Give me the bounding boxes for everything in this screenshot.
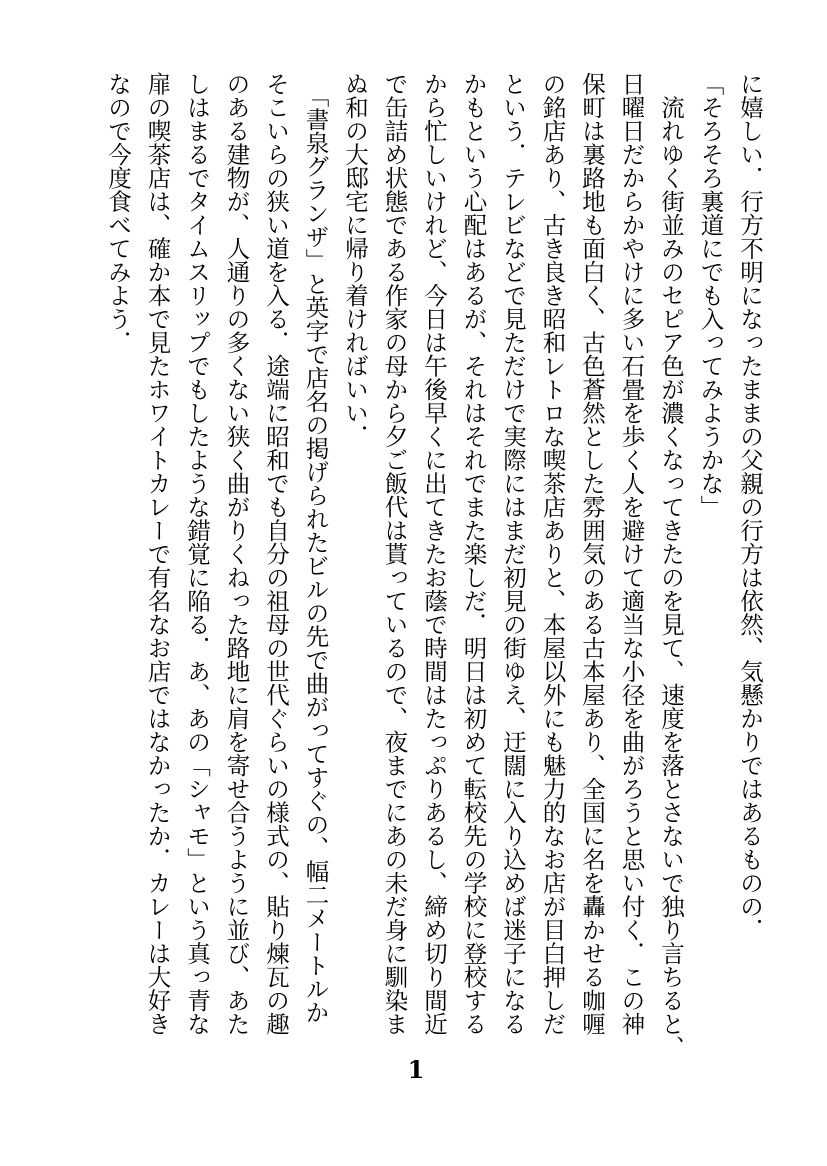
text-line-17: なので今度食べてみよう．: [104, 72, 132, 354]
text-line-11: ぬ和の大邸宅に帰り着ければいい．: [341, 72, 369, 448]
text-line-3: 流れゆく街並みのセピア色が濃くなってきたのを見て、速度を落とさないで独り言ちると、: [657, 72, 685, 1059]
text-line-4: 日曜日だからかやけに多い石畳を歩く人を避けて適当な小径を曲がろうと思い付く．この神: [617, 72, 646, 1036]
text-line-1: に嬉しい．行方不明になったままの父親の行方は依然、気懸かりではあるものの．: [736, 72, 764, 942]
text-line-14: のある建物が、人通りの多くない狭く曲がりくねった路地に肩を寄せ合うように並び、あた: [222, 72, 251, 1036]
text-line-8: かもという心配はあるが、それはそれでまた楽しだ．明日は初めて転校先の学校に登校する: [459, 72, 488, 1036]
text-line-9: から忙しいけれど、今日は午後早くに出てきたお蔭で時間はたっぷりあるし、締め切り間近: [420, 72, 448, 1036]
text-line-2: 「そろそろ裏道にでも入ってみようかな」: [696, 72, 725, 519]
text-line-5: 保町は裏路地も面白く、古色蒼然とした雰囲気のある古本屋あり、全国に名を轟かせる咖喱: [578, 72, 606, 1036]
text-line-16: 扉の喫茶店は、確か本で見たホワイトカレーで有名なお店ではなかったか．カレーは大好き: [143, 72, 172, 1036]
text-line-10: で缶詰め状態である作家の母から夕ご飯代は貰っているので、夜までにあの未だ身に馴染ま: [380, 72, 409, 1036]
page-number: 1: [407, 1055, 425, 1084]
text-line-13: そこいらの狭い道を入る．途端に昭和でも自分の祖母の世代ぐらいの様式の、貼り煉瓦の趣: [262, 72, 290, 1036]
text-line-6: の銘店あり、古き良き昭和レトロな喫茶店ありと、本屋以外にも魅力的なお店が目白押しだ: [538, 72, 567, 1036]
text-line-12: 「書泉グランザ」と英字で店名の掲げられたビルの先で曲がってすぐの、幅二メートルか: [301, 72, 330, 1024]
text-line-7: という．テレビなどで見ただけで実際にはまだ初見の街ゆえ、迂闊に入り込めば迷子になる: [499, 72, 527, 1036]
text-line-15: しはまるでタイムスリップでもしたような錯覚に陥る．あ、あの「シャモ」という真っ青な: [183, 72, 211, 1036]
body-text: [98, 72, 770, 1072]
